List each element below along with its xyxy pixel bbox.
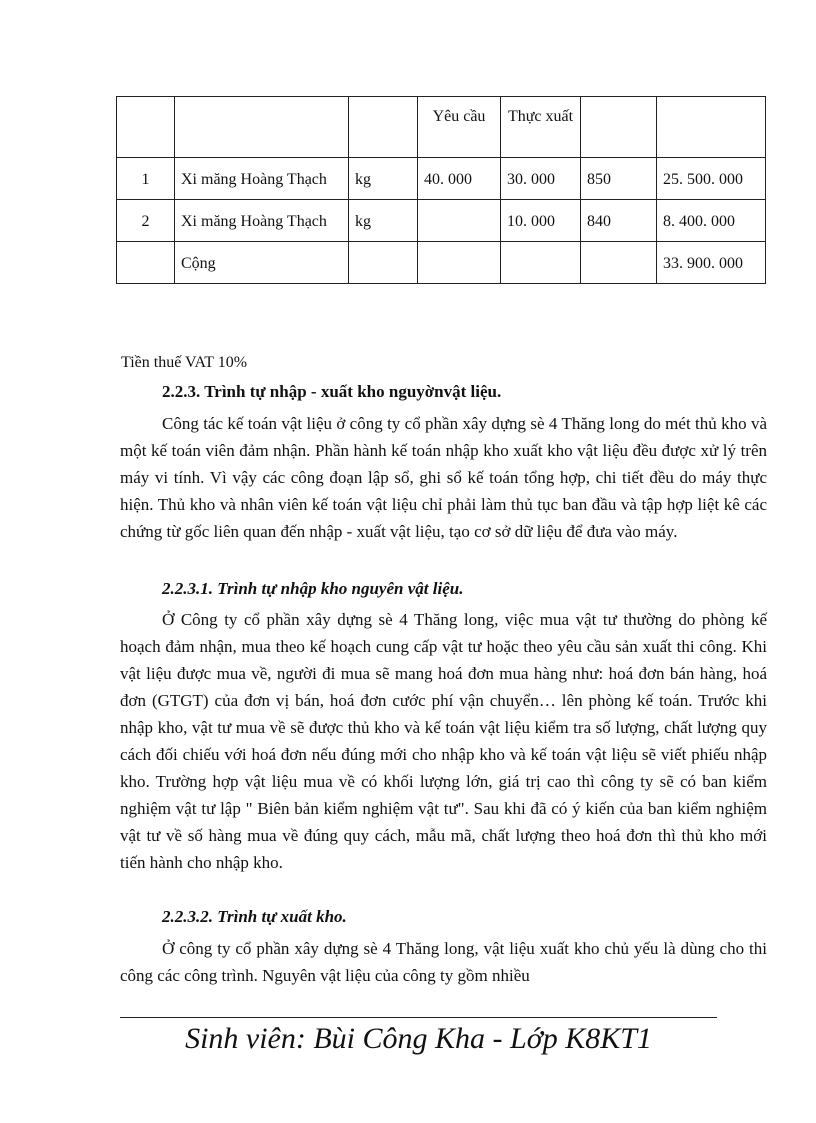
- cell-total-label: Cộng: [175, 242, 349, 284]
- paragraph-2-2-3: Công tác kế toán vật liệu ở công ty cổ phần xây dựng sè 4 Thăng long do mét thủ kho và một kế toán viên đảm nhận. Phần hành kế toán nhập kho xuất kho vật liệu đều được xử lý trên máy vi tính. Vì vậy các công đoạn lập sổ, ghi sổ kế toán tổng hợp, chi tiết đều do máy thực hiện. Thủ kho và nhân viên kế toán vật liệu chỉ phải làm thủ tục ban đầu và tập hợp liệt kê các chứng từ gốc liên quan đến nhập - xuất vật liệu, tạo cơ sở dữ liệu để đưa vào máy.: [120, 414, 767, 541]
- cell-unit: kg: [349, 200, 418, 242]
- vat-line: Tiền thuế VAT 10%: [121, 354, 248, 371]
- cell-total-amount: 33. 900. 000: [657, 242, 766, 284]
- table-header-row: [117, 97, 766, 158]
- cell-required: [418, 242, 501, 284]
- cell-name: Xi măng Hoàng Thạch: [175, 200, 349, 242]
- materials-table: [116, 96, 766, 284]
- cell-stt: 2: [117, 200, 175, 242]
- cell-stt: 1: [117, 158, 175, 200]
- section-heading-2-2-3-1: 2.2.3.1. Trình tự nhập kho nguyên vật liệu.: [162, 579, 464, 598]
- cell-price: 840: [581, 200, 657, 242]
- header-cell-required: Yêu cầu: [418, 97, 501, 158]
- cell-actual: 30. 000: [501, 158, 581, 200]
- cell-required: [418, 200, 501, 242]
- section-heading-2-2-3: 2.2.3. Trình tự nhập - xuất kho nguyờnvật liệu.: [162, 382, 502, 401]
- table-row: [117, 200, 766, 242]
- header-cell-actual: Thực xuất: [501, 97, 581, 158]
- header-cell-amount: [657, 97, 766, 158]
- section-heading-2-2-3-2: 2.2.3.2. Trình tự xuất kho.: [162, 907, 347, 926]
- cell-name: Xi măng Hoàng Thạch: [175, 158, 349, 200]
- cell-required: 40. 000: [418, 158, 501, 200]
- header-cell-price: [581, 97, 657, 158]
- page-footer: Sinh viên: Bùi Công Kha - Lớp K8KT1: [185, 1022, 652, 1055]
- cell-actual: [501, 242, 581, 284]
- cell-unit: kg: [349, 158, 418, 200]
- header-cell-stt: [117, 97, 175, 158]
- cell-price: [581, 242, 657, 284]
- cell-price: 850: [581, 158, 657, 200]
- header-cell-name: [175, 97, 349, 158]
- paragraph-2-2-3-2: Ở công ty cổ phần xây dựng sè 4 Thăng long, vật liệu xuất kho chủ yếu là dùng cho thi công các công trình. Nguyên vật liệu của công ty gồm nhiều: [120, 939, 767, 985]
- paragraph-2-2-3-1: Ở Công ty cổ phần xây dựng sè 4 Thăng long, việc mua vật tư thường do phòng kế hoạch đảm nhận, mua theo kế hoạch cung cấp vật tư hoặc theo yêu cầu sản xuất thi công. Khi vật liệu được mua về, người đi mua sẽ mang hoá đơn mua hàng như: hoá đơn bán hàng, hoá đơn (GTGT) của đơn vị bán, hoá đơn cước phí vận chuyển… lên phòng kế toán. Trước khi nhập kho, vật tư mua về sẽ được thủ kho và kế toán vật liệu kiểm tra số lượng, chất lượng quy cách đối chiếu với hoá đơn nếu đúng mới cho nhập kho và kế toán vật liệu sẽ viết phiếu nhập kho. Trường hợp vật liệu mua về có khối lượng lớn, giá trị cao thì công ty sẽ có ban kiểm nghiệm vật tư lập " Biên bản kiểm nghiệm vật tư". Sau khi đã có ý kiến của ban kiểm nghiệm vật tư về số hàng mua về đúng quy cách, mẫu mã, chất lượng theo hoá đơn thì thủ kho mới tiến hành cho nhập kho.: [120, 610, 767, 872]
- table-row: [117, 158, 766, 200]
- header-cell-unit: [349, 97, 418, 158]
- cell-stt: [117, 242, 175, 284]
- cell-unit: [349, 242, 418, 284]
- cell-actual: 10. 000: [501, 200, 581, 242]
- table-total-row: [117, 242, 766, 284]
- footer-divider: [120, 1017, 717, 1018]
- cell-amount: 8. 400. 000: [657, 200, 766, 242]
- cell-amount: 25. 500. 000: [657, 158, 766, 200]
